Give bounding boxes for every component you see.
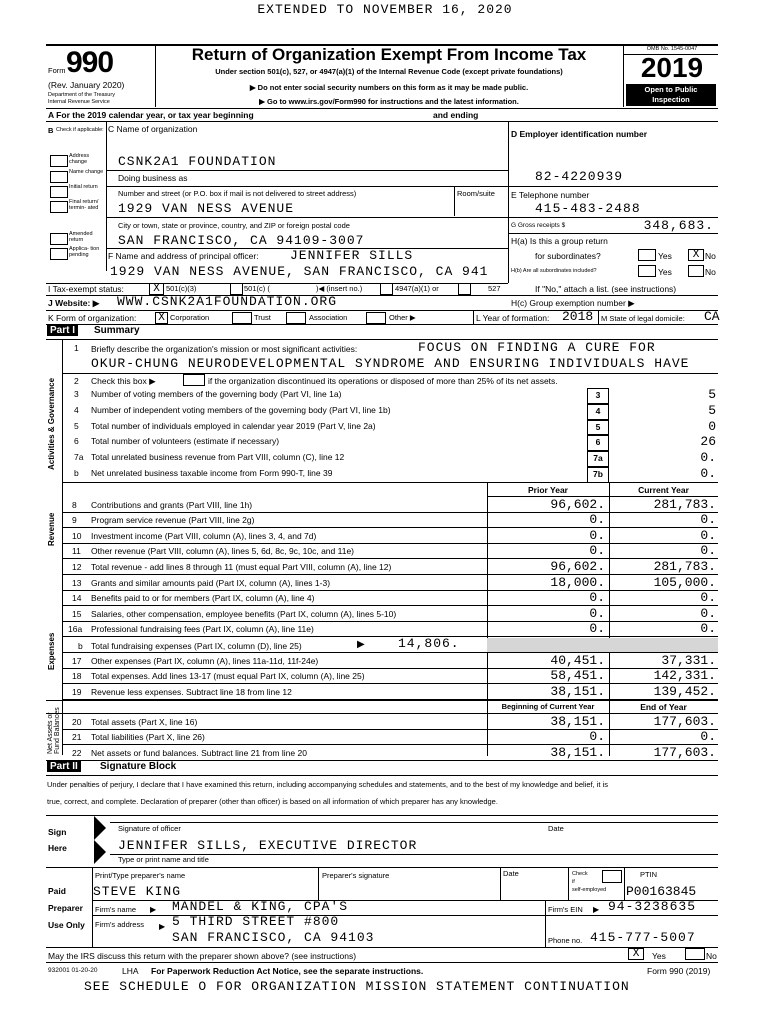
firm-address-1[interactable]: 5 THIRD STREET #800 [172,914,340,929]
discontinued-checkbox[interactable] [183,374,205,386]
fin-line-number: 21 [72,732,82,743]
discuss-no-label: No [706,951,717,961]
form-subtitle: Under section 501(c), 527, or 4947(a)(1) of the Internal Revenue Code (except private foundations) [215,67,563,76]
fin-line-number: 10 [72,530,82,541]
ag-line-number: 4 [74,404,79,415]
ag-line-box: 3 [587,388,609,404]
sign-arrow-icon [94,816,106,840]
ag-line-box: 7a [587,451,609,467]
self-employed-checkbox[interactable] [602,870,622,883]
ssn-warning: ▶ Do not enter social security numbers on this form as it may be made public. [249,83,529,92]
open-public-2: Inspection [652,95,690,104]
gross-receipts-label: G Gross receipts $ [511,222,566,229]
subordinates-label: H(b) Are all subordinates included? [511,268,597,274]
fin-current-value[interactable]: 281,783. [653,497,716,512]
fin-prior-value[interactable]: 0. [589,729,605,745]
penalty-text-1: Under penalties of perjury, I declare that I have examined this return, including accompanying schedules and statements, and to the best of my knowledge and belief, it is [47,780,609,789]
fin-current-value[interactable]: 139,452. [653,683,716,699]
line-a-ending: and ending [433,110,479,120]
fin-line-text: Benefits paid to or for members (Part IX, column (A), line 4) [91,593,315,604]
revenue-side: Revenue [47,512,56,546]
fin-line-text: Total revenue - add lines 8 through 11 (must equal Part VIII, column (A), line 12) [91,561,392,572]
fin-current-value[interactable]: 142,331. [653,668,716,684]
fin-line-text: Total liabilities (Part X, line 26) [91,732,205,743]
4947-label: 4947(a)(1) or [395,284,439,293]
501c3-label: 501(c)(3) [166,284,197,293]
fin-prior-value[interactable]: 38,151. [550,744,605,760]
tax-year: 2019 [640,52,704,83]
fin-line-text: Program service revenue (Part VIII, line 2g) [91,515,255,526]
ag-line-number: 5 [74,420,79,431]
fin-line-number: 18 [72,671,82,682]
ein-label: D Employer identification number [511,129,648,139]
ag-line-box: 5 [587,420,609,436]
ag-line-box: 4 [587,404,609,420]
fin-line-number: 19 [72,686,82,697]
department: Department of the Treasury [48,92,115,98]
ag-line-value[interactable]: 0 [708,418,716,434]
line2-text: if the organization discontinued its operations or disposed of more than 25% of its net assets. [208,376,558,386]
sign-label: Sign [48,827,67,837]
fin-prior-value[interactable]: 0. [589,590,605,606]
ein-value[interactable]: 82-4220939 [535,169,624,184]
ag-line-value[interactable]: 0. [700,466,716,481]
group-return-sub: for subordinates? [535,251,601,261]
corporation-checkbox[interactable]: X [155,312,168,324]
line16b-value[interactable]: 14,806. [398,636,460,651]
fin-line-text: Salaries, other compensation, employee benefits (Part IX, column (A), lines 5-10) [91,608,397,619]
discuss-no-checkbox[interactable] [685,948,705,960]
ag-line-value[interactable]: 26 [700,434,716,450]
fin-line-number: 12 [72,561,82,572]
firm-ein-label: Firm's EIN [548,905,583,914]
net-assets-side: Net Assets or Fund Balances [47,707,61,754]
hb-no-checkbox[interactable] [688,265,704,277]
fin-current-value[interactable]: 0. [700,621,716,637]
check-if-applicable: Check if applicable: [56,127,104,133]
lha-label: LHA [122,966,139,976]
boy-header: Beginning of Current Year [501,702,595,711]
b-checkbox-1[interactable] [50,171,68,183]
ag-line-number: 6 [74,436,79,447]
b-checkbox-label: Initial return [69,184,98,190]
activities-governance-side: Activities & Governance [47,377,56,470]
fin-line-number: 9 [72,515,77,526]
527-label: 527 [488,284,501,293]
use-only-label: Use Only [48,920,85,930]
fin-line-text: Other revenue (Part VIII, column (A), lines 5, 6d, 8c, 9c, 10c, and 11e) [91,546,354,557]
trust-label: Trust [254,313,271,322]
gross-receipts-value[interactable]: 348,683. [643,218,714,233]
mission-line-2[interactable]: OKUR-CHUNG NEURODEVELOPMENTAL SYNDROME AND ENSURING INDIVIDUALS HAVE [91,356,690,371]
ha-no-checkbox[interactable]: X [688,249,704,261]
phone-no-label: Phone no. [548,936,583,945]
org-name-label: C Name of organization [108,124,198,134]
fin-line-text: Total assets (Part X, line 16) [91,717,198,727]
room-suite-label: Room/suite [457,189,495,198]
b-checkbox-4[interactable] [50,233,68,245]
b-checkbox-3[interactable] [50,201,68,213]
preparer-date-label: Date [503,869,519,878]
fin-current-value[interactable]: 0. [700,512,716,528]
fin-current-value[interactable]: 0. [700,590,716,606]
city-label: City or town, state or province, country, and ZIP or foreign postal code [118,221,350,230]
fin-line-number: 17 [72,656,82,666]
form-number: 990 [66,46,114,79]
street-label: Number and street (or P.O. box if mail is not delivered to street address) [118,189,357,198]
mission-label: Briefly describe the organization's mission or most significant activities: [91,344,358,354]
mission-line-1[interactable]: FOCUS ON FINDING A CURE FOR [418,340,656,355]
hb-yes-label: Yes [658,267,672,277]
instructions-link: ▶ Go to www.irs.gov/Form990 for instructions and the latest information. [259,97,519,106]
b-checkbox-2[interactable] [50,186,68,198]
website-value[interactable]: WWW.CSNK2A1FOUNDATION.ORG [117,294,338,309]
fin-prior-value[interactable]: 58,451. [550,668,605,684]
ha-yes-checkbox[interactable] [638,249,656,261]
ag-line-value[interactable]: 0. [700,450,716,466]
fin-current-value[interactable]: 177,603. [653,714,716,729]
fin-prior-value[interactable]: 0. [589,512,605,528]
ha-yes-label: Yes [658,251,672,261]
form-reference: Form 990 (2019) [647,966,711,976]
fin-prior-value[interactable]: 40,451. [550,653,605,668]
fin-current-value[interactable]: 0. [700,527,716,543]
subordinates-note: If "No," attach a list. (see instructions) [535,284,677,294]
527-checkbox[interactable] [458,283,471,295]
fin-prior-value[interactable]: 38,151. [550,683,605,699]
dba-label: Doing business as [118,173,188,183]
fin-prior-value[interactable]: 18,000. [550,575,605,590]
b-label: B [48,126,54,135]
fin-line-number: 11 [72,546,81,557]
discuss-yes-label: Yes [652,951,666,961]
b-checkbox-label: Name change [69,169,104,175]
fin-line-text: Contributions and grants (Part VIII, line 1h) [91,500,253,510]
fin-prior-value[interactable]: 38,151. [550,714,605,729]
website-label: J Website: ▶ [48,298,100,308]
phone-label: E Telephone number [511,190,590,200]
fin-line-number: 14 [72,593,82,604]
ag-line-text: Total number of individuals employed in calendar year 2019 (Part V, line 2a) [91,420,376,431]
ptin-label: PTIN [640,870,658,879]
ag-line-box: 6 [587,435,609,451]
type-name-label: Type or print name and title [118,855,209,864]
firm-address-label: Firm's address [95,920,144,929]
domicile-value[interactable]: CA [704,309,720,324]
fin-line-number: 16a [68,624,83,635]
sign-date-label: Date [548,824,564,833]
preparer-name[interactable]: STEVE KING [93,884,182,899]
fin-line-text: Net assets or fund balances. Subtract line 21 from line 20 [91,747,307,758]
b-checkbox-label: Applica- tion pending [69,246,100,258]
expenses-side: Expenses [47,632,56,670]
current-year-header: Current Year [638,485,689,495]
formation-year[interactable]: 2018 [562,309,594,324]
fin-prior-value[interactable]: 96,602. [550,558,605,574]
fin-line-text: Revenue less expenses. Subtract line 18 from line 12 [91,686,292,697]
signer-name[interactable]: JENNIFER SILLS, EXECUTIVE DIRECTOR [118,838,418,853]
fin-line-number: 8 [72,500,77,510]
discuss-question: May the IRS discuss this return with the preparer shown above? (see instructions) [48,951,357,961]
association-label: Association [309,313,348,322]
ag-line-value[interactable]: 5 [708,402,716,418]
irs: Internal Revenue Service [48,99,110,105]
fin-prior-value[interactable]: 96,602. [550,497,605,512]
4947-checkbox[interactable] [380,283,393,295]
fin-prior-value[interactable]: 0. [589,543,605,559]
paperwork-notice: For Paperwork Reduction Act Notice, see the separate instructions. [151,966,424,976]
501c-label: 501(c) ( [244,284,270,293]
ag-line-text: Number of voting members of the governing body (Part VI, line 1a) [91,389,342,399]
officer-address[interactable]: 1929 VAN NESS AVENUE, SAN FRANCISCO, CA 941 [110,264,489,279]
b-checkbox-label: Address change [69,153,90,165]
ag-line-text: Total unrelated business revenue from Part VIII, column (C), line 12 [91,452,345,463]
paid-label: Paid [48,886,66,896]
fin-current-value[interactable]: 0. [700,543,716,559]
part-2-title: Signature Block [100,761,177,772]
officer-label: F Name and address of principal officer: [108,251,259,261]
ha-no-label: No [705,251,716,261]
form-revision: (Rev. January 2020) [48,80,125,90]
line16b-label: Total fundraising expenses (Part IX, column (D), line 25) [91,641,302,651]
form-title: Return of Organization Exempt From Income Tax [191,45,587,64]
fin-prior-value[interactable]: 0. [589,527,605,543]
phone-value[interactable]: 415-483-2488 [535,201,641,216]
b-checkbox-0[interactable] [50,155,68,167]
formation-year-label: L Year of formation: [476,313,550,323]
org-form-label: K Form of organization: [48,313,137,323]
sign-arrow-icon-2 [94,840,106,864]
city-address[interactable]: SAN FRANCISCO, CA 94109-3007 [118,233,365,248]
here-label: Here [48,843,67,853]
preparer-name-label: Print/Type preparer's name [95,871,186,880]
fin-line-text: Professional fundraising fees (Part IX, column (A), line 11e) [91,624,314,635]
ag-line-number: b [74,468,79,478]
check-label: Check [572,871,588,877]
form-word: Form [48,66,66,75]
schedule-o-note: SEE SCHEDULE O FOR ORGANIZATION MISSION STATEMENT CONTINUATION [84,979,630,994]
fin-line-text: Other expenses (Part IX, column (A), lines 11a-11d, 11f-24e) [91,656,319,666]
officer-signature-label: Signature of officer [118,824,181,833]
extension-notice: EXTENDED TO NOVEMBER 16, 2020 [257,2,513,17]
fin-line-number: 22 [72,747,82,758]
domicile-label: M State of legal domicile: [601,314,685,323]
fin-line-number: 15 [72,608,82,619]
part-2-label: Part II [47,761,81,772]
org-name[interactable]: CSNK2A1 FOUNDATION [118,154,277,169]
part-1-label: Part I [47,325,78,336]
fin-current-value[interactable]: 0. [700,605,716,621]
fin-current-value[interactable]: 281,783. [653,558,716,574]
fin-line-number: 20 [72,717,82,727]
ag-line-text: Total number of volunteers (estimate if necessary) [91,436,280,447]
fin-line-number: 13 [72,578,82,588]
ptin-value[interactable]: P00163845 [626,884,697,899]
if-label: if [572,879,575,885]
b-checkbox-5[interactable] [50,248,68,260]
insert-no-label: )◀ (insert no.) [316,284,363,293]
b-checkbox-label: Amended return [69,231,93,243]
501c3-checkbox[interactable]: X [149,283,164,295]
corporation-label: Corporation [170,313,210,322]
hb-yes-checkbox[interactable] [638,265,656,277]
fin-current-value[interactable]: 0. [700,729,716,745]
omb-number: OMB No. 1545-0047 [646,46,698,52]
group-exemption-label: H(c) Group exemption number ▶ [511,298,635,308]
b-checkbox-label: Final return/ termin- ated [69,199,99,211]
ag-line-value[interactable]: 5 [708,387,716,402]
ag-line-number: 7a [74,452,84,463]
firm-name[interactable]: MANDEL & KING, CPA'S [172,899,349,914]
ag-line-text: Number of independent voting members of the governing body (Part VI, line 1b) [91,404,391,415]
fin-current-value[interactable]: 177,603. [653,744,716,760]
other-label: Other ▶ [389,313,416,322]
discuss-yes-checkbox[interactable]: X [628,948,644,960]
fin-line-text: Total expenses. Add lines 13-17 (must equal Part IX, column (A), line 25) [91,671,365,682]
fin-line-text: Grants and similar amounts paid (Part IX, column (A), lines 1-3) [91,578,331,588]
fin-current-value[interactable]: 105,000. [653,575,716,590]
prior-year-header: Prior Year [527,485,568,495]
association-checkbox[interactable] [286,312,306,324]
officer-name[interactable]: JENNIFER SILLS [290,248,414,263]
fin-prior-value[interactable]: 0. [589,621,605,637]
firm-ein[interactable]: 94-3238635 [608,899,697,914]
part-1-title: Summary [94,325,140,336]
fin-prior-value[interactable]: 0. [589,605,605,621]
preparer-phone[interactable]: 415-777-5007 [590,930,696,945]
line2-label: Check this box ▶ [91,376,156,386]
open-public-1: Open to Public [644,85,698,94]
group-return-label: H(a) Is this a group return [511,236,608,246]
preparer-label: Preparer [48,903,83,913]
street-address[interactable]: 1929 VAN NESS AVENUE [118,201,295,216]
ag-line-text: Net unrelated business taxable income from Form 990-T, line 39 [91,468,333,478]
ag-line-number: 3 [74,389,79,399]
hb-no-label: No [705,267,716,277]
fin-line-text: Investment income (Part VIII, column (A), lines 3, 4, and 7d) [91,530,317,541]
ag-line-box: 7b [587,467,609,483]
firm-name-label: Firm's name [95,905,137,914]
self-employed-label: self-employed [572,887,607,893]
form-code: 932001 01-20-20 [48,967,98,974]
tax-exempt-label: I Tax-exempt status: [48,284,124,294]
fin-current-value[interactable]: 37,331. [661,653,716,668]
trust-checkbox[interactable] [232,312,252,324]
other-checkbox[interactable] [366,312,386,324]
preparer-signature-label: Preparer's signature [322,871,390,880]
firm-address-2[interactable]: SAN FRANCISCO, CA 94103 [172,930,375,945]
penalty-text-2: true, correct, and complete. Declaration of preparer (other than officer) is based on all information of which preparer has any knowledge. [47,797,498,806]
line-a-label: A For the 2019 calendar year, or tax year beginning [48,110,254,120]
eoy-header: End of Year [640,702,687,712]
